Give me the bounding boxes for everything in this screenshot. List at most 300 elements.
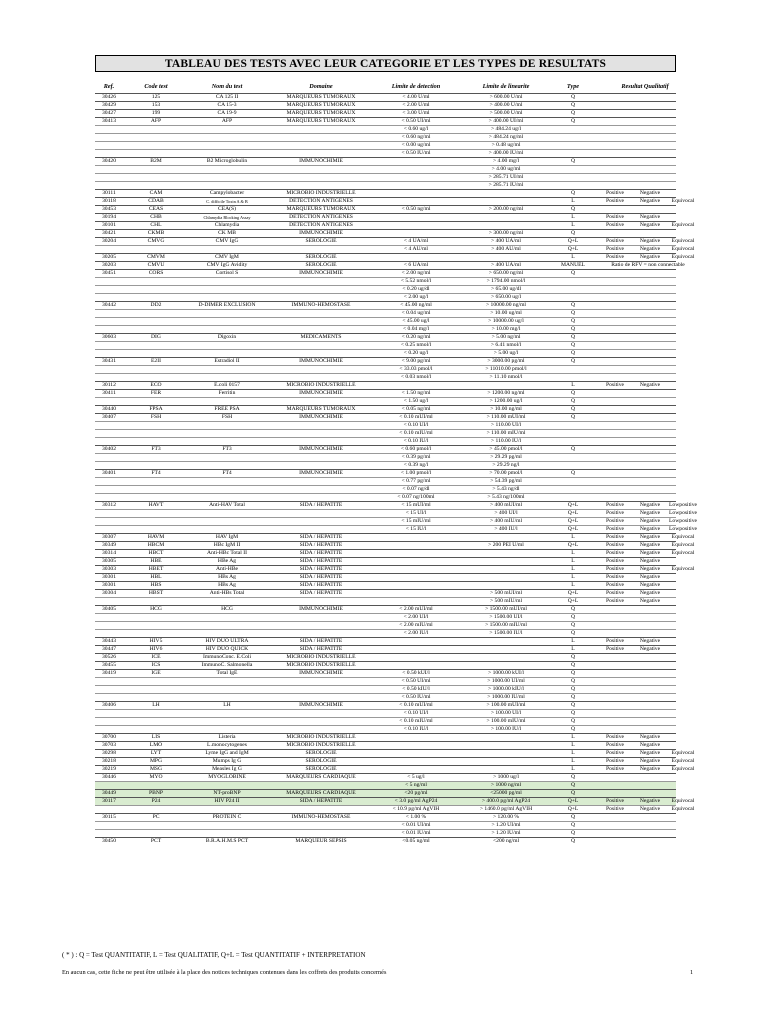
cell-name: FT4 <box>222 470 232 476</box>
cell-detection-limit: < 0.50 ng/ml <box>401 206 431 212</box>
cell-qual-negative: Negative <box>639 638 661 644</box>
cell-type: Q <box>570 94 576 100</box>
table-row <box>95 357 676 365</box>
cell-ref: 30204 <box>102 238 116 244</box>
table-row <box>95 125 676 133</box>
cell-detection-limit: < 0.25 nmol/l <box>400 342 432 348</box>
cell-type: L <box>571 198 575 204</box>
cell-code: HIV5 <box>149 638 163 644</box>
cell-name: Anti-HBc Total II <box>207 550 247 556</box>
table-row <box>95 533 695 541</box>
table-row <box>95 173 676 181</box>
cell-qual-positive: Ratio de RFV = non connectable <box>611 262 685 268</box>
cell-qual-negative: Negative <box>639 382 661 388</box>
cell-qual-positive: Positive <box>605 526 625 532</box>
cell-ref: 30301 <box>102 574 116 580</box>
cell-type: Q <box>570 622 576 628</box>
cell-type: Q <box>570 614 576 620</box>
cell-qual-negative: Negative <box>639 750 661 756</box>
table-row <box>95 637 676 645</box>
cell-code: MPG <box>149 758 163 764</box>
table-row <box>95 413 676 421</box>
table-row <box>95 349 676 357</box>
cell-linearity-limit: > 120.00 % <box>493 814 519 820</box>
cell-qual-positive: Positive <box>605 646 625 652</box>
cell-type: Q <box>570 670 576 676</box>
cell-name: Anti-HAV Total <box>209 502 245 508</box>
cell-name: CEA(S) <box>217 206 237 212</box>
cell-detection-limit: < 2.00 ug/l <box>403 294 429 300</box>
table-row <box>95 477 676 485</box>
cell-linearity-limit: > 400 AU/ml <box>491 246 521 252</box>
cell-linearity-limit: <25000 pg/ml <box>490 790 522 796</box>
cell-code: MYO <box>149 774 163 780</box>
cell-name: CMV IgG <box>215 238 239 244</box>
cell-domain: MARQUEURS CARDIAQUE <box>286 774 356 780</box>
cell-type: L <box>571 638 575 644</box>
cell-ref: 30429 <box>102 102 116 108</box>
cell-type: Q <box>570 838 576 844</box>
table-row <box>95 133 676 141</box>
cell-linearity-limit: > 484.24 ng/ml <box>488 134 524 140</box>
cell-domain: SEROLOGIE <box>305 238 337 244</box>
cell-qual-negative: Negative <box>639 590 661 596</box>
cell-type: Q <box>570 102 576 108</box>
cell-detection-limit: < 2.00 mIU/ml <box>399 622 433 628</box>
cell-linearity-limit: > 4.00 mg/l <box>493 158 519 164</box>
cell-type: Q <box>570 334 576 340</box>
cell-domain: DETECTION ANTIGENES <box>289 222 353 228</box>
cell-linearity-limit: > 285.71 IU/ml <box>488 182 524 188</box>
cell-name: Digoxin <box>217 334 237 340</box>
cell-detection-limit: < 0.50 UI/ml <box>401 118 431 124</box>
cell-qual-positive: Positive <box>605 582 625 588</box>
header-domain: Domaine <box>309 83 333 90</box>
cell-type: Q+L <box>567 590 579 596</box>
table-row <box>95 221 695 229</box>
cell-type: Q <box>570 678 576 684</box>
cell-linearity-limit: > 1000.00 IU/ml <box>487 694 525 700</box>
cell-qual-negative: Negative <box>639 542 661 548</box>
cell-ref: 30117 <box>102 798 116 804</box>
cell-ref: 30419 <box>102 670 116 676</box>
cell-qual-negative: Negative <box>639 534 661 540</box>
cell-domain: SIDA / HEPATITE <box>299 542 343 548</box>
cell-qual-negative: Negative <box>639 758 661 764</box>
table-header <box>95 82 676 93</box>
table-row <box>95 709 676 717</box>
cell-detection-limit: < 0.04 mg/l <box>403 326 429 332</box>
cell-type: Q <box>570 822 576 828</box>
cell-linearity-limit: > 110.00 IU/l <box>490 438 522 444</box>
cell-code: PC <box>152 814 160 820</box>
table-row <box>95 493 676 501</box>
cell-domain: IMMUNO-HEMOSTASE <box>291 302 351 308</box>
cell-detection-limit: < 0.10 UI/l <box>403 422 429 428</box>
cell-type: L <box>571 550 575 556</box>
cell-type: Q+L <box>567 502 579 508</box>
table-row <box>95 829 676 837</box>
cell-ref: 30303 <box>102 566 116 572</box>
cell-qual-extra: Equivocal <box>671 806 695 812</box>
cell-ref: 30431 <box>102 358 116 364</box>
table-row <box>95 549 695 557</box>
cell-detection-limit: < 0.10 mIU/ml <box>399 718 433 724</box>
table-row <box>95 757 695 765</box>
cell-linearity-limit: > 10.00 mg/l <box>491 326 521 332</box>
cell-detection-limit: < 45.00 ng/ml <box>400 302 432 308</box>
cell-type: Q <box>570 398 576 404</box>
cell-linearity-limit: > 10000.00 ng/ml <box>486 302 526 308</box>
cell-type: L <box>571 734 575 740</box>
cell-type: L <box>571 742 575 748</box>
cell-type: Q <box>570 358 576 364</box>
cell-detection-limit: < 0.50 IU/ml <box>401 694 431 700</box>
cell-domain: IMMUNO-HEMOSTASE <box>291 814 351 820</box>
cell-linearity-limit: > 400 IU/l <box>494 526 518 532</box>
cell-type: Q <box>570 318 576 324</box>
cell-code: LMO <box>149 742 163 748</box>
cell-name: CA 15-3 <box>217 102 237 108</box>
cell-domain: MARQUEURS TUMORAUX <box>286 118 356 124</box>
cell-type: Q <box>570 686 576 692</box>
cell-linearity-limit: > 6.41 nmol/l <box>490 342 522 348</box>
cell-ref: 30194 <box>102 214 116 220</box>
cell-type: Q <box>570 606 576 612</box>
cell-qual-extra: Equivocal <box>671 798 695 804</box>
cell-qual-negative: Negative <box>639 598 661 604</box>
table-row <box>95 669 676 677</box>
cell-code: 153 <box>151 102 161 108</box>
cell-detection-limit: < 1.00 % <box>405 814 427 820</box>
table-row <box>95 525 697 533</box>
cell-linearity-limit: > 1000.00 kUI/l <box>488 670 524 676</box>
cell-linearity-limit: > 1000 ug/l <box>493 774 519 780</box>
cell-code: FER <box>150 390 162 396</box>
cell-linearity-limit: > 285.71 UI/ml <box>488 174 524 180</box>
cell-detection-limit: < 0.10 UI/l <box>403 710 429 716</box>
cell-ref: 30526 <box>102 654 116 660</box>
table-row <box>95 141 676 149</box>
cell-domain: IMMUNOCHIMIE <box>299 470 343 476</box>
cell-qual-negative: Negative <box>639 566 661 572</box>
cell-qual-positive: Positive <box>605 246 625 252</box>
cell-detection-limit: < 4 AU/ml <box>404 246 428 252</box>
header-name: Nom du test <box>211 83 243 90</box>
cell-domain: SIDA / HEPATITE <box>299 574 343 580</box>
cell-detection-limit: < 45.00 ug/l <box>402 318 430 324</box>
cell-type: Q+L <box>567 518 579 524</box>
cell-qual-extra: Lowpositive <box>669 518 697 524</box>
cell-qual-positive: Positive <box>605 542 625 548</box>
table-row <box>95 117 676 125</box>
table-row <box>95 837 676 845</box>
cell-type: Q <box>570 302 576 308</box>
cell-linearity-limit: > 110.00 mIU/ml <box>486 430 526 436</box>
cell-detection-limit: < 0.20 ng/ml <box>401 334 431 340</box>
cell-domain: MARQUEURS TUMORAUX <box>286 206 356 212</box>
table-row <box>95 813 676 821</box>
cell-qual-negative: Negative <box>639 646 661 652</box>
table-row <box>95 437 676 445</box>
cell-domain: SIDA / HEPATITE <box>299 534 343 540</box>
cell-ref: 30407 <box>102 414 116 420</box>
cell-code: HBET <box>148 566 164 572</box>
cell-linearity-limit: > 484.24 ug/l <box>490 126 522 132</box>
cell-linearity-limit: > 10000.00 ug/l <box>488 318 524 324</box>
cell-linearity-limit: > 0.48 ug/ml <box>491 142 521 148</box>
table-row <box>95 581 676 589</box>
table-row <box>95 269 676 277</box>
table-row <box>95 701 676 709</box>
cell-detection-limit: < 2.00 IU/l <box>403 630 429 636</box>
cell-detection-limit: < 0.77 pg/ml <box>401 478 431 484</box>
table-row <box>95 453 676 461</box>
cell-detection-limit: < 0.10 IU/l <box>403 438 429 444</box>
cell-name: FT3 <box>222 446 232 452</box>
cell-name: NT-proBNP <box>213 790 241 796</box>
cell-ref: 30349 <box>102 542 116 548</box>
cell-qual-negative: Negative <box>639 766 661 772</box>
table-row <box>95 653 676 661</box>
cell-linearity-limit: > 4.00 ug/ml <box>491 166 521 172</box>
cell-linearity-limit: > 200 PEI U/ml <box>488 542 524 548</box>
cell-qual-negative: Negative <box>639 550 661 556</box>
cell-ref: 30455 <box>102 662 116 668</box>
cell-qual-negative: Negative <box>639 518 661 524</box>
cell-domain: IMMUNOCHIMIE <box>299 390 343 396</box>
table-row <box>95 325 676 333</box>
cell-detection-limit: < 1.00 pmol/l <box>400 470 432 476</box>
cell-domain: IMMUNOCHIMIE <box>299 702 343 708</box>
cell-domain: SIDA / HEPATITE <box>299 582 343 588</box>
cell-code: HBCT <box>148 550 164 556</box>
cell-qual-positive: Positive <box>605 382 625 388</box>
cell-ref: 30115 <box>102 814 116 820</box>
cell-domain: SIDA / HEPATITE <box>299 646 343 652</box>
cell-code: HCG <box>150 606 162 612</box>
table-row <box>95 685 676 693</box>
cell-qual-negative: Negative <box>639 582 661 588</box>
table-row <box>95 157 676 165</box>
cell-qual-positive: Positive <box>605 806 625 812</box>
cell-name: FREE PSA <box>214 406 240 412</box>
cell-name: HBe Ag <box>217 558 237 564</box>
cell-code: HBST <box>148 590 164 596</box>
cell-domain: SIDA / HEPATITE <box>299 550 343 556</box>
cell-code: HBL <box>150 574 162 580</box>
cell-linearity-limit: > 500 mIU/ml <box>489 598 523 604</box>
table-row <box>95 613 676 621</box>
cell-qual-extra: Equivocal <box>671 766 695 772</box>
cell-name: E.coli 0157 <box>214 382 240 388</box>
table-row <box>95 317 676 325</box>
cell-code: CMVU <box>147 262 165 268</box>
cell-domain: DETECTION ANTIGENES <box>289 214 353 220</box>
cell-qual-positive: Positive <box>605 198 625 204</box>
cell-name: Estradiol II <box>214 358 240 364</box>
cell-ref: 30443 <box>102 638 116 644</box>
table-row <box>95 733 676 741</box>
table-row <box>95 293 676 301</box>
cell-type: Q <box>570 654 576 660</box>
cell-type: L <box>571 750 575 756</box>
cell-name: Anti-HBs Total <box>209 590 245 596</box>
cell-domain: MARQUEURS TUMORAUX <box>286 406 356 412</box>
cell-qual-negative: Negative <box>639 574 661 580</box>
cell-ref: 30420 <box>102 158 116 164</box>
table-row <box>95 661 676 669</box>
cell-type: Q <box>570 270 576 276</box>
cell-linearity-limit: > 650.00 ng/ml <box>488 270 524 276</box>
cell-code: PCT <box>150 838 162 844</box>
table-row <box>95 461 676 469</box>
cell-linearity-limit: > 65.00 ug/dl <box>490 286 522 292</box>
cell-type: Q <box>570 662 576 668</box>
cell-domain: SIDA / HEPATITE <box>299 558 343 564</box>
header-linearity-limit: Limite de linearite <box>482 83 530 90</box>
cell-linearity-limit: > 1.20 UI/ml <box>491 822 521 828</box>
cell-name: CA 19-9 <box>217 110 237 116</box>
cell-type: MANUEL <box>561 262 585 268</box>
cell-domain: MARQUEURS TUMORAUX <box>286 94 356 100</box>
cell-detection-limit: < 9.00 pg/ml <box>401 358 431 364</box>
cell-type: Q <box>570 230 576 236</box>
cell-detection-limit: < 4 UA/ml <box>403 238 429 244</box>
table-row <box>95 805 695 813</box>
cell-code: HBE <box>150 558 162 564</box>
cell-type: Q <box>570 350 576 356</box>
cell-detection-limit: < 0.10 mUI/ml <box>399 414 433 420</box>
cell-name: LH <box>223 702 231 708</box>
cell-linearity-limit: > 45.00 pmol/l <box>489 446 523 452</box>
cell-ref: 30453 <box>102 206 116 212</box>
table-row <box>95 445 676 453</box>
cell-qual-positive: Positive <box>605 638 625 644</box>
cell-ref: 30314 <box>102 550 116 556</box>
cell-qual-negative: Negative <box>639 558 661 564</box>
cell-type: Q <box>570 718 576 724</box>
table-row <box>95 197 695 205</box>
table-row <box>95 389 676 397</box>
cell-ref: 30312 <box>102 502 116 508</box>
cell-domain: MICROBIO INDUSTRIELLE <box>286 742 356 748</box>
cell-type: Q+L <box>567 542 579 548</box>
page-number: 1 <box>690 969 694 976</box>
cell-detection-limit: < 0.50 kIU/l <box>402 686 430 692</box>
table-row <box>95 149 676 157</box>
page-title: TABLEAU DES TESTS AVEC LEUR CATEGORIE ET LES TYPES DE RESULTATS <box>95 55 676 72</box>
cell-ref: 30118 <box>102 198 116 204</box>
cell-ref: 30442 <box>102 302 116 308</box>
cell-linearity-limit: > 100.00 IU/l <box>490 726 522 732</box>
cell-detection-limit: < 3.0 pg/ml AgP24 <box>394 798 438 804</box>
cell-detection-limit: < 0.60 pmol/l <box>400 446 432 452</box>
cell-name: HAV IgM <box>215 534 239 540</box>
cell-code: FPSA <box>149 406 163 412</box>
cell-ref: 30447 <box>102 646 116 652</box>
cell-code: CEAS <box>148 206 164 212</box>
cell-qual-negative: Negative <box>639 510 661 516</box>
table-row <box>95 501 697 509</box>
cell-qual-negative: Negative <box>639 742 661 748</box>
cell-type: L <box>571 254 575 260</box>
cell-qual-extra: Equivocal <box>671 566 695 572</box>
cell-code: CMVM <box>147 254 165 260</box>
cell-code: E2II <box>151 358 161 364</box>
cell-qual-extra: Equivocal <box>671 550 695 556</box>
cell-type: Q <box>570 310 576 316</box>
header-detection-limit: Limite de detection <box>391 83 441 90</box>
cell-ref: 30703 <box>102 742 116 748</box>
cell-detection-limit: < 15 mIU/ml <box>401 518 431 524</box>
table-row <box>95 341 676 349</box>
cell-code: DD2 <box>150 302 162 308</box>
cell-code: LYT <box>150 750 162 756</box>
cell-qual-positive: Positive <box>605 534 625 540</box>
cell-linearity-limit: > 3000.00 pg/ml <box>487 358 525 364</box>
cell-qual-positive: Positive <box>605 742 625 748</box>
cell-name: Anti-HBe <box>215 566 239 572</box>
cell-domain: DETECTION ANTIGENES <box>289 198 353 204</box>
cell-name: B2 Microglobulin <box>206 158 248 164</box>
cell-domain: SEROLOGIE <box>305 758 337 764</box>
cell-type: Q <box>570 702 576 708</box>
cell-linearity-limit: > 400 UA/ml <box>491 238 521 244</box>
cell-type: L <box>571 382 575 388</box>
cell-linearity-limit: > 54.39 pg/ml <box>490 478 522 484</box>
cell-linearity-limit: > 400 mUI/ml <box>489 502 523 508</box>
cell-detection-limit: < 15 mUI/ml <box>401 502 431 508</box>
cell-detection-limit: < 1.50 ug/l <box>403 398 429 404</box>
cell-domain: SIDA / HEPATITE <box>299 502 343 508</box>
cell-ref: 30307 <box>102 534 116 540</box>
cell-type: Q+L <box>567 598 579 604</box>
cell-domain: MICROBIO INDUSTRIELLE <box>286 382 356 388</box>
cell-name: CMV IgM <box>215 254 239 260</box>
cell-domain: SEROLOGIE <box>305 766 337 772</box>
cell-detection-limit: < 0.39 ng/l <box>403 462 429 468</box>
cell-name: FSH <box>221 414 233 420</box>
cell-type: Q <box>570 830 576 836</box>
cell-name: Chlamydia <box>214 222 240 228</box>
cell-detection-limit: < 6 UA/ml <box>403 262 429 268</box>
cell-name: CK MB <box>218 230 236 236</box>
cell-ref: 30304 <box>102 590 116 596</box>
cell-code: CDAB <box>148 198 164 204</box>
cell-ref: 30451 <box>102 270 116 276</box>
cell-type: Q <box>570 630 576 636</box>
cell-qual-extra: Equivocal <box>671 238 695 244</box>
cell-qual-extra: Lowpositive <box>669 502 697 508</box>
cell-type: L <box>571 574 575 580</box>
cell-code: 199 <box>151 110 161 116</box>
cell-ref: 30413 <box>102 118 116 124</box>
table-row <box>95 237 695 245</box>
header-type: Type <box>566 83 580 90</box>
cell-domain: IMMUNOCHIMIE <box>299 358 343 364</box>
cell-domain: IMMUNOCHIMIE <box>299 606 343 612</box>
table-row <box>95 205 676 213</box>
cell-linearity-limit: > 100.00 UI/l <box>490 710 522 716</box>
cell-domain: SIDA / HEPATITE <box>299 566 343 572</box>
cell-ref: 30301 <box>102 582 116 588</box>
table-row <box>95 517 697 525</box>
cell-detection-limit: < 0.00 ug/ml <box>401 142 431 148</box>
cell-linearity-limit: > 400.00 IU/ml <box>488 150 524 156</box>
table-row <box>95 165 676 173</box>
cell-type: Q+L <box>567 806 579 812</box>
